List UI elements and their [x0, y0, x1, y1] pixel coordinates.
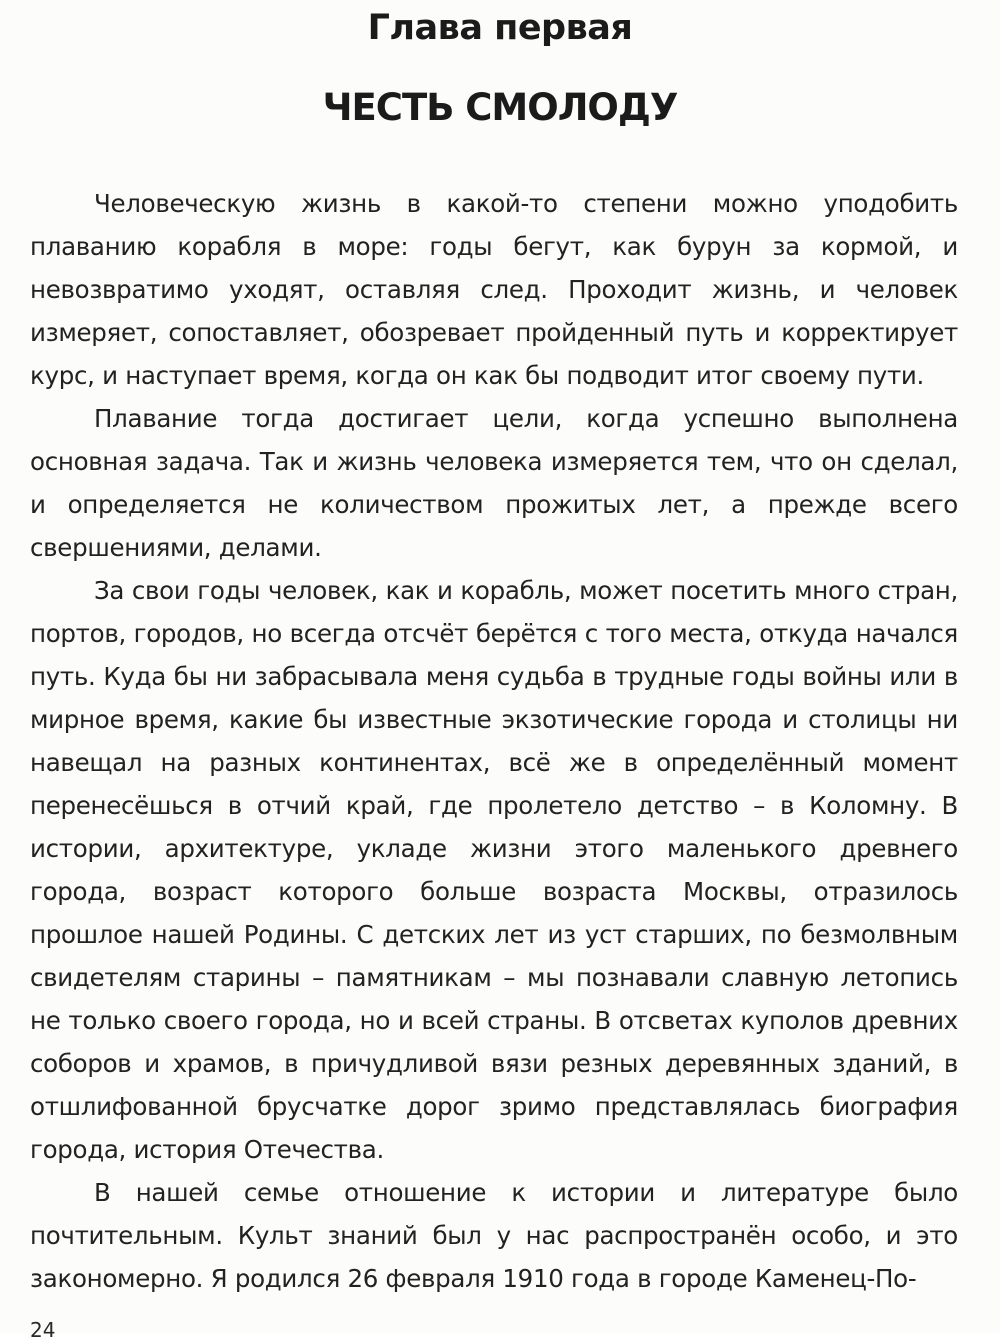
body-text	[30, 182, 958, 1300]
paragraph-4: В нашей семье отношение к истории и литературе было почтительным. Культ знаний был у нас распространён особо, и это закономерно. Я родился 26 февраля 1910 года в городе Каменец-По-	[30, 1178, 958, 1293]
chapter-title: ЧЕСТЬ СМОЛОДУ	[322, 86, 678, 129]
page-number: 24	[30, 1318, 56, 1342]
chapter-label: Глава первая	[367, 8, 633, 48]
paragraph-3: За свои годы человек, как и корабль, может посетить много стран, портов, городов, но всегда отсчёт берётся с того места, откуда начался путь. Куда бы ни забрасывала меня судьба в трудные годы войны или в мирное время, какие бы известные экзотические города и столицы ни навещал на разных континентах, всё же в определённый момент перенесёшься в отчий край, где пролетело детство – в Коломну. В истории, архитектуре, укладе жизни этого маленького древнего города, возраст которого больше возраста Москвы, отразилось прошлое нашей Родины. С детских лет из уст старших, по безмолвным свидетелям старины – памятникам – мы познавали славную летопись не только своего города, но и всей страны. В отсветах куполов древних соборов и храмов, в причудливой вязи резных деревянных зданий, в отшлифованной брусчатке дорог зримо представлялась биография города, история Отечества.	[30, 576, 958, 1164]
paragraph-1: Человеческую жизнь в какой-то степени можно уподобить плаванию корабля в море: годы бегут, как бурун за кормой, и невозвратимо уходят, оставляя след. Проходит жизнь, и человек измеряет, сопоставляет, обозревает пройденный путь и корректирует курс, и наступает время, когда он как бы подводит итог своему пути.	[30, 189, 958, 390]
paragraph-2: Плавание тогда достигает цели, когда успешно выполнена основная задача. Так и жизнь человека измеряется тем, что он сделал, и определяется не количеством прожитых лет, а прежде всего свершениями, делами.	[30, 404, 958, 562]
